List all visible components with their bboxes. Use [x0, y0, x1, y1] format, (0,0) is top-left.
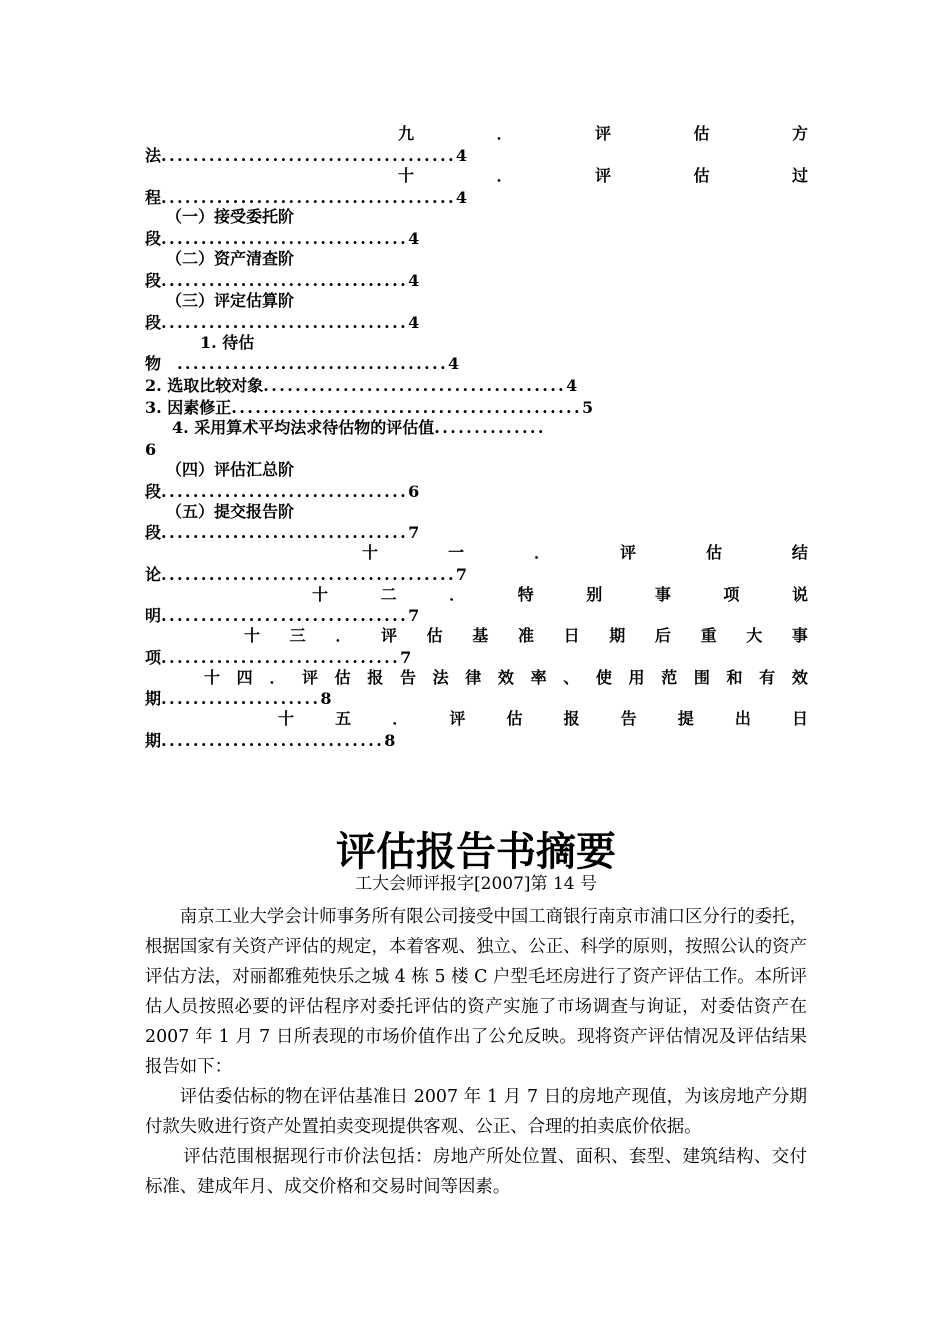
- toc-entry-14-page[interactable]: 8: [320, 689, 332, 708]
- toc-entry-12-leader: 明 ............................... 7: [145, 606, 420, 625]
- toc-item-2-leader: 2. 选取比较对象 ...................................... 4: [145, 376, 578, 395]
- toc-item-1-leader: 物 .................................. 4: [145, 354, 460, 373]
- toc-entry-10-title: 十 ． 评 估 过: [398, 166, 808, 185]
- toc-item-1-page[interactable]: 4: [447, 354, 460, 373]
- toc-section-1-page[interactable]: 4: [408, 229, 420, 248]
- toc-item-1-cont: 物: [145, 354, 162, 373]
- toc-item-3-leader: 3. 因素修正 ............................................ 5: [145, 398, 594, 417]
- toc-section-2-cont: 段: [145, 271, 162, 290]
- toc-item-1-title: 1. 待估: [200, 333, 255, 352]
- toc-section-2-title: （二）资产清查阶: [166, 249, 295, 268]
- toc-section-5-title: （五）提交报告阶: [166, 502, 295, 521]
- toc-entry-11-page[interactable]: 7: [455, 565, 468, 584]
- toc-entry-14-title: 十 四 ． 评 估 报 告 法 律 效 率 、 使 用 范 围 和 有 效: [204, 668, 808, 687]
- summary-paragraph-2: 评估委估标的物在评估基准日 2007 年 1 月 7 日的房地产现值，为该房地产分期付款失败进行资产处置拍卖变现提供客观、公正、合理的拍卖底价依据。: [145, 1087, 807, 1137]
- report-summary: [145, 828, 807, 1202]
- toc-section-4-cont: 段: [145, 482, 162, 501]
- toc-entry-15-leader: 期 ............................ 8: [145, 731, 396, 750]
- summary-title: 评估报告书摘要: [336, 828, 616, 875]
- toc-section-4-title: （四）评估汇总阶: [166, 460, 295, 479]
- toc-entry-11-cont: 论: [145, 565, 162, 584]
- toc-entry-11-title: 十 一 ． 评 估 结: [362, 543, 808, 562]
- toc-entry-10-page[interactable]: 4: [455, 188, 468, 207]
- toc-section-2-leader: 段 ............................... 4: [145, 271, 420, 290]
- toc-entry-12-title: 十 二 ． 特 别 事 项 说: [312, 585, 808, 604]
- toc-section-1-title: （一）接受委托阶: [166, 207, 295, 226]
- toc-item-3-title: 3. 因素修正: [145, 398, 232, 417]
- summary-paragraph-1: 南京工业大学会计师事务所有限公司接受中国工商银行南京市浦口区分行的委托，根据国家有关资产评估的规定，本着客观、独立、公正、科学的原则，按照公认的资产评估方法，对丽都雅苑快乐之城 4 栋 5 楼 C 户型毛坯房进行了资产评估工作。本所评估人员按照必要的评估程序对委托评估的资产实施了市场调查与询证，对委估资产在 2007 年 1 月 7 日所表现的市场价值作出了公允反映。现将资产评估情况及评估结果报告如下：: [145, 907, 807, 1077]
- toc-item-4-leader: 4. 采用算术平均法求待估物的评估值 ..............: [172, 418, 546, 437]
- toc-entry-13-cont: 项: [145, 648, 162, 667]
- toc-item-4-title: 4. 采用算术平均法求待估物的评估值: [172, 418, 435, 437]
- toc-section-5-page[interactable]: 7: [408, 523, 420, 542]
- toc-section-5-cont: 段: [145, 523, 162, 542]
- toc-entry-9-leader: 法 ..................................... 4: [145, 146, 468, 165]
- toc-section-1-cont: 段: [145, 229, 162, 248]
- toc-entry-10-leader: 程 ..................................... 4: [145, 188, 468, 207]
- toc-item-3-page[interactable]: 5: [581, 398, 594, 417]
- toc-section-2-page[interactable]: 4: [408, 271, 420, 290]
- toc-entry-14-leader: 期 .................... 8: [145, 689, 332, 708]
- toc-section-5-leader: 段 ............................... 7: [145, 523, 420, 542]
- toc-entry-15-page[interactable]: 8: [384, 731, 396, 750]
- toc-section-3-title: （三）评定估算阶: [166, 291, 295, 310]
- toc-entry-13-page[interactable]: 7: [400, 648, 412, 667]
- toc-section-1-leader: 段 ............................... 4: [145, 229, 420, 248]
- toc-entry-12-page[interactable]: 7: [408, 606, 420, 625]
- toc-section-3-cont: 段: [145, 313, 162, 332]
- toc-entry-13-title: 十 三 ． 评 估 基 准 日 期 后 重 大 事: [244, 626, 808, 645]
- toc-entry-15-title: 十 五 ． 评 估 报 告 提 出 日: [278, 709, 808, 728]
- toc-item-2-page[interactable]: 4: [566, 376, 578, 395]
- summary-paragraph-3: 评估范围根据现行市价法包括：房地产所处位置、面积、套型、建筑结构、交付标准、建成年月、成交价格和交易时间等因素。: [145, 1147, 807, 1197]
- toc-section-4-leader: 段 ............................... 6: [145, 482, 420, 501]
- toc-entry-12-cont: 明: [145, 606, 162, 625]
- toc-entry-15-cont: 期: [145, 731, 162, 750]
- toc-entry-9-title: 九 ． 评 估 方: [398, 124, 808, 143]
- toc-entry-9-page[interactable]: 4: [455, 146, 468, 165]
- toc-entry-14-cont: 期: [145, 689, 162, 708]
- toc-item-4-page[interactable]: 6: [145, 440, 157, 459]
- toc-section-4-page[interactable]: 6: [408, 482, 420, 501]
- toc-section-3-page[interactable]: 4: [408, 313, 420, 332]
- toc-section-3-leader: 段 ............................... 4: [145, 313, 420, 332]
- toc-entry-10-cont: 程: [145, 188, 162, 207]
- toc-item-2-title: 2. 选取比较对象: [145, 376, 264, 395]
- toc-entry-11-leader: 论 ..................................... 7: [145, 565, 468, 584]
- toc-entry-9-cont: 法: [145, 146, 162, 165]
- document-number: 工大会师评报字[2007]第 14 号: [355, 874, 597, 894]
- toc-entry-13-leader: 项 .............................. 7: [145, 648, 412, 667]
